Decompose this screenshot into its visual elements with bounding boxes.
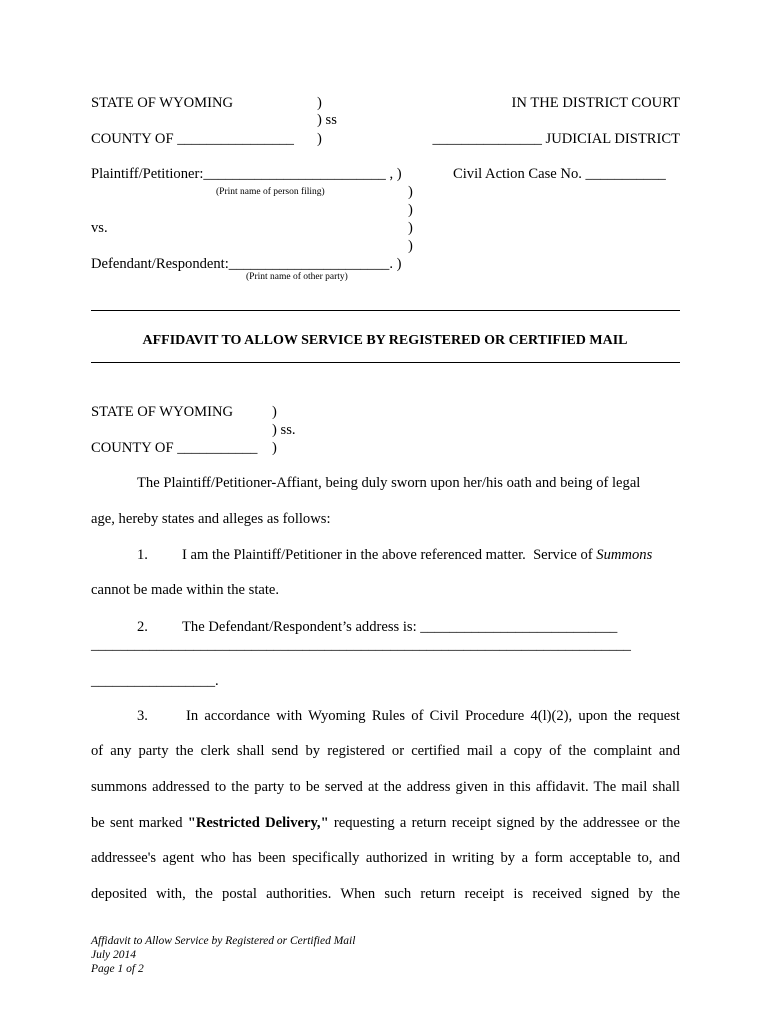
footer-date: July 2014 (91, 949, 137, 961)
caption-state: STATE OF WYOMING (91, 95, 234, 111)
intro-text: age, hereby states and alleges as follows: (91, 511, 331, 527)
item-3-text: summons addressed to the party to be served at the address given in this affidavit. The mail shall (91, 779, 680, 795)
venue-ss: ) ss. (272, 422, 296, 438)
venue-state: STATE OF WYOMING (91, 404, 234, 420)
plaintiff-hint: (Print name of person filing) (216, 187, 325, 197)
defendant-line: Defendant/Respondent:______________________. ) (91, 256, 402, 272)
item-3-text: deposited with, the postal authorities. When such return receipt is received signed by the (91, 886, 680, 902)
item-3-text: be sent marked "Restricted Delivery," requesting a return receipt signed by the addressee or the (91, 815, 680, 831)
court-name: IN THE DISTRICT COURT (511, 95, 680, 111)
judicial-district: _______________ JUDICIAL DISTRICT (432, 131, 680, 147)
caption-paren: ) (317, 131, 322, 147)
item-2-text: The Defendant/Respondent’s address is: ___________________________ (182, 619, 618, 635)
item-number: 2. (137, 619, 148, 635)
versus: vs. (91, 220, 108, 236)
caption-paren: ) (408, 184, 413, 200)
caption-paren: ) (408, 202, 413, 218)
item-1-text: cannot be made within the state. (91, 582, 280, 598)
footer-title: Affidavit to Allow Service by Registered or Certified Mail (91, 935, 356, 947)
item-number: 1. (137, 547, 148, 563)
caption-paren: ) (408, 220, 413, 236)
page-number: Page 1 of 2 (91, 963, 144, 975)
item-number: 3. (137, 708, 148, 724)
intro-text: The Plaintiff/Petitioner-Affiant, being duly sworn upon her/his oath and being of legal (137, 475, 641, 491)
document-title: AFFIDAVIT TO ALLOW SERVICE BY REGISTERED OR CERTIFIED MAIL (142, 333, 628, 348)
venue-county: COUNTY OF ___________ (91, 440, 258, 456)
divider (91, 310, 680, 311)
caption-county: COUNTY OF ________________ (91, 131, 294, 147)
case-number: Civil Action Case No. ___________ (453, 166, 666, 182)
address-blank: _________________. (91, 673, 219, 689)
venue-paren: ) (272, 404, 277, 420)
caption-paren: ) (408, 238, 413, 254)
item-3-text: In accordance with Wyoming Rules of Civil Procedure 4(l)(2), upon the request (186, 708, 680, 724)
defendant-hint: (Print name of other party) (246, 272, 348, 282)
plaintiff-line: Plaintiff/Petitioner:_________________________ , ) (91, 166, 402, 182)
divider (91, 362, 680, 363)
item-3-text: addressee's agent who has been specifically authorized in writing by a form acceptable to, and (91, 850, 680, 866)
address-blank: __________________________________________________________________________ (91, 637, 631, 653)
item-1-text: I am the Plaintiff/Petitioner in the above referenced matter. Service of Summons (182, 547, 653, 563)
caption-ss: ) ss (317, 112, 337, 128)
venue-paren: ) (272, 440, 277, 456)
item-3-text: of any party the clerk shall send by registered or certified mail a copy of the complaint and (91, 743, 680, 759)
caption-paren: ) (317, 95, 322, 111)
